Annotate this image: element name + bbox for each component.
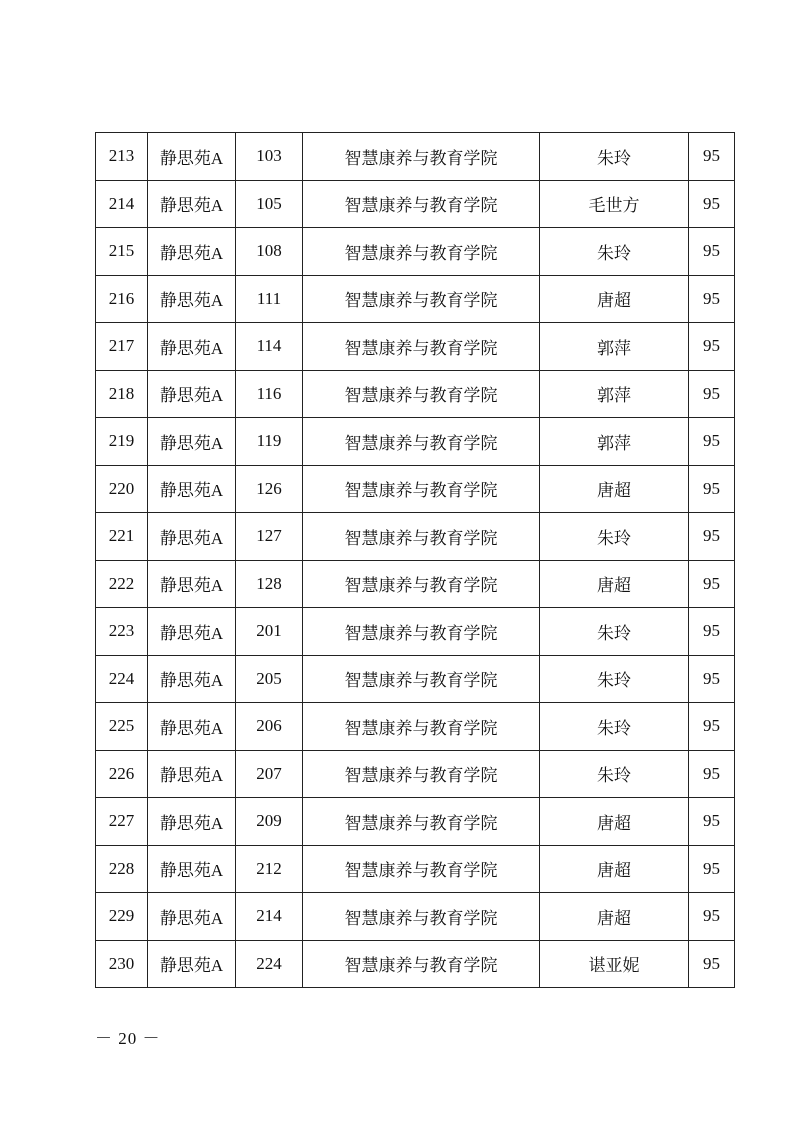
cell-score: 95 [689,750,735,798]
cell-teacher: 唐超 [540,845,689,893]
cell-teacher: 朱玲 [540,228,689,276]
cell-college: 智慧康养与教育学院 [303,275,540,323]
table-row [96,940,735,988]
cell-teacher: 唐超 [540,560,689,608]
cell-room: 103 [236,133,303,181]
cell-teacher: 毛世方 [540,180,689,228]
cell-number: 223 [96,608,148,656]
cell-number: 218 [96,370,148,418]
cell-teacher: 谌亚妮 [540,940,689,988]
cell-college: 智慧康养与教育学院 [303,798,540,846]
table-row [96,418,735,466]
cell-score: 95 [689,703,735,751]
cell-score: 95 [689,228,735,276]
cell-college: 智慧康养与教育学院 [303,750,540,798]
table-row [96,560,735,608]
cell-building: 静思苑A [148,893,236,941]
page-number: － 20 － [95,1029,161,1048]
cell-building: 静思苑A [148,180,236,228]
cell-room: 108 [236,228,303,276]
cell-score: 95 [689,418,735,466]
cell-room: 116 [236,370,303,418]
cell-college: 智慧康养与教育学院 [303,940,540,988]
table-row [96,275,735,323]
table-row [96,703,735,751]
cell-building: 静思苑A [148,798,236,846]
cell-room: 205 [236,655,303,703]
cell-building: 静思苑A [148,133,236,181]
table-row [96,180,735,228]
cell-teacher: 朱玲 [540,655,689,703]
cell-number: 230 [96,940,148,988]
cell-score: 95 [689,655,735,703]
table-row [96,465,735,513]
cell-number: 224 [96,655,148,703]
table-row [96,370,735,418]
cell-teacher: 郭萍 [540,418,689,466]
cell-teacher: 唐超 [540,798,689,846]
cell-score: 95 [689,370,735,418]
cell-building: 静思苑A [148,370,236,418]
cell-teacher: 朱玲 [540,513,689,561]
cell-teacher: 唐超 [540,465,689,513]
cell-number: 226 [96,750,148,798]
cell-college: 智慧康养与教育学院 [303,893,540,941]
cell-college: 智慧康养与教育学院 [303,608,540,656]
cell-room: 207 [236,750,303,798]
cell-score: 95 [689,180,735,228]
cell-score: 95 [689,275,735,323]
cell-room: 119 [236,418,303,466]
cell-teacher: 郭萍 [540,323,689,371]
cell-college: 智慧康养与教育学院 [303,370,540,418]
cell-building: 静思苑A [148,323,236,371]
table-row [96,513,735,561]
cell-college: 智慧康养与教育学院 [303,513,540,561]
cell-college: 智慧康养与教育学院 [303,845,540,893]
cell-college: 智慧康养与教育学院 [303,418,540,466]
cell-building: 静思苑A [148,655,236,703]
table-row [96,323,735,371]
cell-building: 静思苑A [148,513,236,561]
cell-building: 静思苑A [148,940,236,988]
cell-number: 229 [96,893,148,941]
cell-building: 静思苑A [148,275,236,323]
cell-teacher: 唐超 [540,893,689,941]
cell-score: 95 [689,513,735,561]
cell-score: 95 [689,893,735,941]
cell-room: 111 [236,275,303,323]
cell-number: 215 [96,228,148,276]
cell-college: 智慧康养与教育学院 [303,133,540,181]
cell-room: 212 [236,845,303,893]
cell-college: 智慧康养与教育学院 [303,323,540,371]
cell-score: 95 [689,133,735,181]
cell-room: 206 [236,703,303,751]
cell-building: 静思苑A [148,608,236,656]
cell-building: 静思苑A [148,560,236,608]
cell-number: 227 [96,798,148,846]
cell-number: 221 [96,513,148,561]
cell-number: 222 [96,560,148,608]
cell-building: 静思苑A [148,228,236,276]
cell-score: 95 [689,323,735,371]
dormitory-score-table [95,132,735,988]
cell-score: 95 [689,465,735,513]
cell-room: 128 [236,560,303,608]
cell-teacher: 朱玲 [540,750,689,798]
cell-number: 216 [96,275,148,323]
table-row [96,655,735,703]
table-row [96,608,735,656]
cell-teacher: 朱玲 [540,133,689,181]
cell-college: 智慧康养与教育学院 [303,560,540,608]
table-row [96,845,735,893]
cell-room: 224 [236,940,303,988]
cell-building: 静思苑A [148,845,236,893]
cell-number: 220 [96,465,148,513]
cell-score: 95 [689,560,735,608]
cell-number: 217 [96,323,148,371]
table-row [96,228,735,276]
cell-teacher: 唐超 [540,275,689,323]
cell-number: 213 [96,133,148,181]
table-row [96,893,735,941]
table-body [96,133,735,988]
cell-score: 95 [689,940,735,988]
cell-building: 静思苑A [148,703,236,751]
cell-college: 智慧康养与教育学院 [303,703,540,751]
cell-building: 静思苑A [148,418,236,466]
cell-college: 智慧康养与教育学院 [303,228,540,276]
cell-teacher: 朱玲 [540,608,689,656]
cell-score: 95 [689,608,735,656]
cell-room: 105 [236,180,303,228]
cell-number: 214 [96,180,148,228]
cell-building: 静思苑A [148,750,236,798]
cell-number: 219 [96,418,148,466]
cell-college: 智慧康养与教育学院 [303,180,540,228]
table-row [96,750,735,798]
cell-room: 209 [236,798,303,846]
cell-room: 214 [236,893,303,941]
cell-score: 95 [689,845,735,893]
cell-building: 静思苑A [148,465,236,513]
cell-room: 201 [236,608,303,656]
cell-college: 智慧康养与教育学院 [303,655,540,703]
cell-college: 智慧康养与教育学院 [303,465,540,513]
table-row [96,798,735,846]
cell-number: 225 [96,703,148,751]
cell-teacher: 朱玲 [540,703,689,751]
cell-room: 126 [236,465,303,513]
cell-score: 95 [689,798,735,846]
table-row [96,133,735,181]
cell-teacher: 郭萍 [540,370,689,418]
cell-number: 228 [96,845,148,893]
cell-room: 127 [236,513,303,561]
cell-room: 114 [236,323,303,371]
